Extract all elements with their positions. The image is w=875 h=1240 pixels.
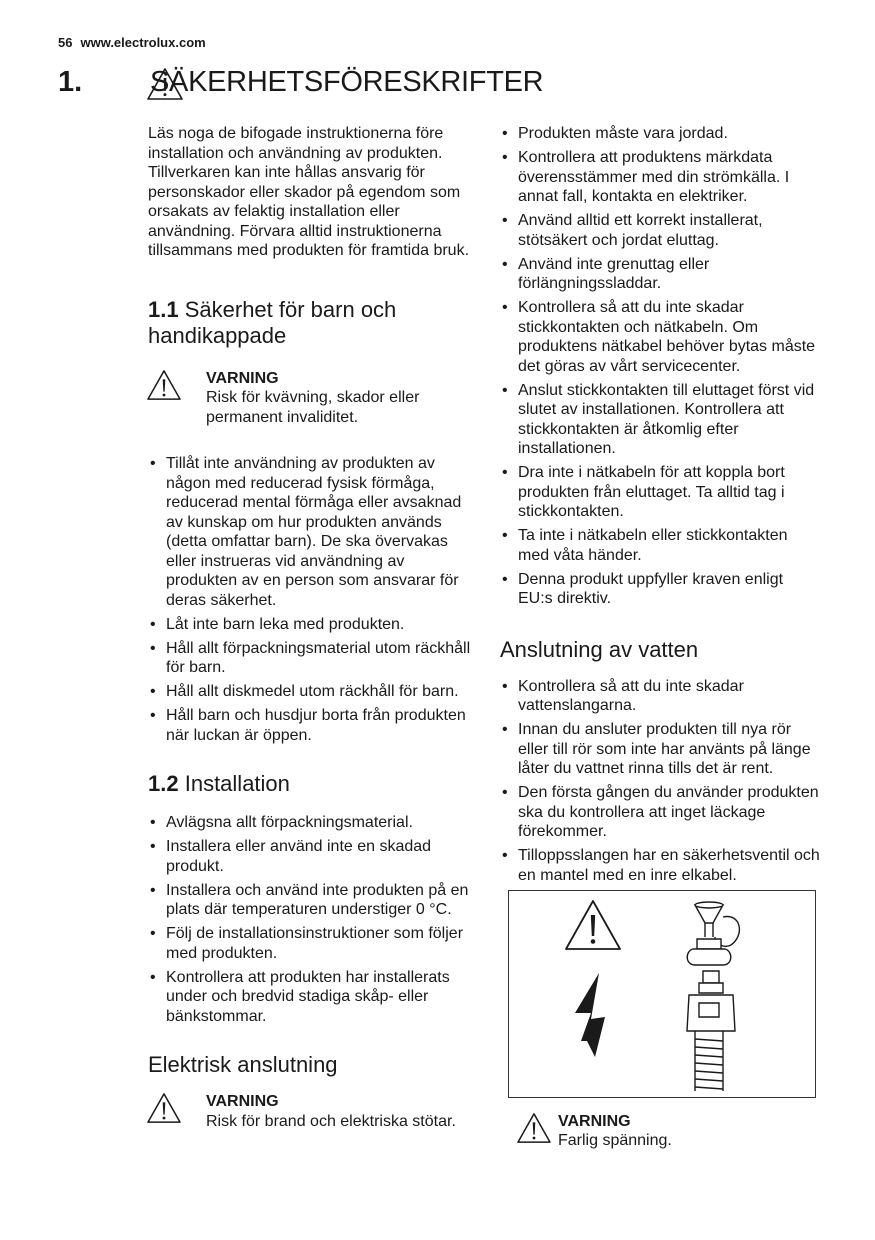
section-1-2-number: 1.2: [148, 771, 179, 796]
water-list: [500, 677, 822, 886]
list-item: • Kontrollera så att du inte skadar vattenslangarna.: [500, 677, 822, 716]
list-item: • Innan du ansluter produkten till nya rör eller till rör som inte har använts på länge låter du vattnet rinna tills det är rent.: [500, 720, 822, 779]
list-item: • Låt inte barn leka med produkten.: [148, 615, 478, 635]
lightning-bolt-icon: [575, 973, 605, 1057]
list-item: • Använd alltid ett korrekt installerat, stötsäkert och jordat eluttag.: [500, 211, 822, 250]
section-1-2-heading: [148, 771, 478, 797]
left-column: [148, 124, 478, 1132]
warning-electrical: [148, 1092, 478, 1132]
section-1-1-heading: [148, 297, 478, 349]
right-column: [500, 124, 822, 1152]
list-item: • Håll allt förpackningsmaterial utom räckhåll för barn.: [148, 639, 478, 678]
list-item: • Anslut stickkontakten till eluttaget först vid slutet av installationen. Kontrollera att stickkontakten är åtkomlig efter installationen.: [500, 381, 822, 459]
list-item: • Produkten måste vara jordad.: [500, 124, 822, 144]
list-item: • Tillåt inte användning av produkten av någon med reducerad fysisk förmåga, reducerad mental förmåga eller avsaknad av kunskap om hur produkten används (detta omfattar barn). De ska övervakas eller instrueras vid användning av produkten av en person som ansvarar för deras säkerhet.: [148, 454, 478, 610]
warning-triangle-icon: [146, 369, 182, 401]
list-item: • Kontrollera att produktens märkdata överensstämmer med din strömkälla. I annat fall, kontakta en elektriker.: [500, 148, 822, 207]
warning-triangle-icon: [516, 1112, 552, 1144]
chapter-number: 1.: [58, 66, 83, 98]
list-item: • Håll barn och husdjur borta från produkten när luckan är öppen.: [148, 706, 478, 745]
list-item: • Dra inte i nätkabeln för att koppla bort produkten från eluttaget. Ta alltid tag i stickkontakten.: [500, 463, 822, 522]
list-item: • Kontrollera så att du inte skadar stickkontakten och nätkabeln. Om produktens nätkabel behöver bytas måste det göras av vårt servicecenter.: [500, 298, 822, 376]
list-item: • Denna produkt uppfyller kraven enligt EU:s direktiv.: [500, 570, 822, 609]
list-item: • Installera och använd inte produkten på en plats där temperaturen understiger 0 °C.: [148, 881, 478, 920]
page-number: 56: [58, 35, 73, 50]
section-1-1-number: 1.1: [148, 296, 179, 322]
installation-list: [148, 813, 478, 1026]
warning-triangle-icon: [146, 1092, 182, 1124]
electrical-heading: Elektrisk anslutning: [148, 1052, 338, 1077]
section-1-1-title: Säkerhet för barn och handikappade: [148, 296, 397, 348]
chapter-heading: [58, 62, 838, 102]
warning-label: VARNING: [558, 1112, 631, 1130]
warning-text: Risk för brand och elektriska stötar.: [206, 1112, 456, 1130]
list-item: • Kontrollera att produkten har installerats under och bredvid stadiga skåp- eller bänkstommar.: [148, 968, 478, 1027]
website-link[interactable]: www.electrolux.com: [80, 35, 206, 50]
hose-drawing: [509, 891, 815, 1097]
page-header: [58, 35, 206, 50]
warning-text: Farlig spänning.: [558, 1132, 672, 1149]
water-heading: Anslutning av vatten: [500, 636, 699, 662]
electrical-list: [500, 124, 822, 609]
hose-illustration: [508, 890, 816, 1098]
intro-paragraph: Läs noga de bifogade instruktionerna före installation och användning av produkten. Tillverkaren kan inte hållas ansvarig för personskador eller skador på egendom som orsakats av felaktig installation eller användning. Förvara alltid instruktionerna tillsammans med produkten för framtida bruk.: [148, 125, 470, 259]
section-1-2-title: Installation: [184, 771, 290, 796]
warning-triangle-icon: [566, 901, 620, 949]
warning-label: VARNING: [206, 1093, 279, 1110]
list-item: • Håll allt diskmedel utom räckhåll för barn.: [148, 682, 478, 702]
list-item: • Ta inte i nätkabeln eller stickkontakten med våta händer.: [500, 526, 822, 565]
warning-text: Risk för kvävning, skador eller permanent invaliditet.: [206, 389, 420, 426]
list-item: • Avlägsna allt förpackningsmaterial.: [148, 813, 478, 833]
chapter-title: SÄKERHETSFÖRESKRIFTER: [150, 66, 544, 98]
safety-valve-icon: [687, 902, 739, 1091]
children-safety-list: [148, 454, 478, 745]
warning-voltage: [516, 1112, 822, 1152]
warning-label: VARNING: [206, 369, 279, 387]
list-item: • Följ de installationsinstruktioner som följer med produkten.: [148, 924, 478, 963]
list-item: • Installera eller använd inte en skadad produkt.: [148, 837, 478, 876]
warning-children: [148, 369, 478, 428]
list-item: • Använd inte grenuttag eller förlängningssladdar.: [500, 255, 822, 294]
list-item: • Den första gången du använder produkten ska du kontrollera att inget läckage förekommer.: [500, 783, 822, 842]
list-item: • Tilloppsslangen har en säkerhetsventil och en mantel med en inre elkabel.: [500, 846, 822, 885]
